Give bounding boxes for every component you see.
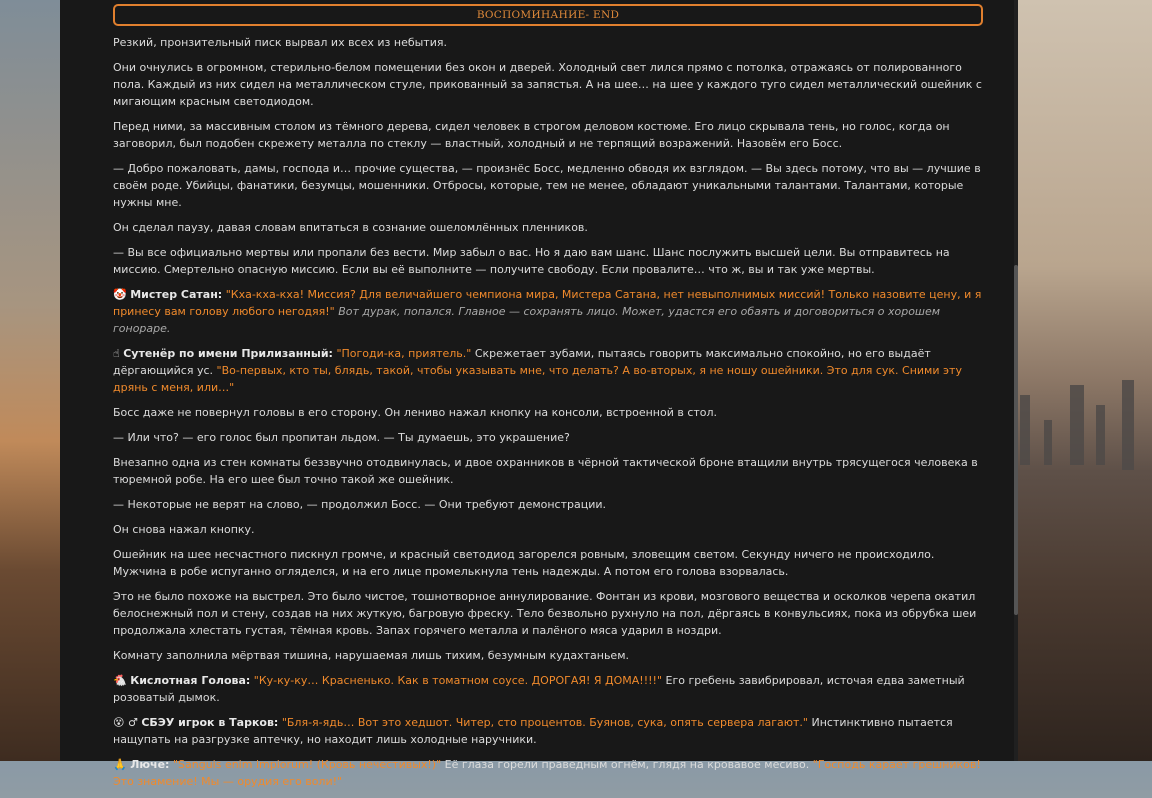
speech: "Ку-ку-ку… Красненько. Как в томатном соусе. ДОРОГАЯ! Я ДОМА!!!!"	[253, 674, 662, 687]
paragraph: — Или что? — его голос был пропитан льдом. — Ты думаешь, это украшение?	[113, 431, 570, 444]
speech: "Во-первых, кто ты, блядь, такой, чтобы указывать мне, что делать? А во-вторых, я не ношу ошейники. Это для сук. Сними эту дрянь с меня, или…"	[113, 364, 962, 394]
pointing-finger-icon: ☝	[113, 347, 120, 360]
speaker-name: Люче:	[130, 758, 170, 771]
background-left	[0, 0, 60, 761]
speech: "Sanguis enim impiorum! (Кровь нечестивых!)"	[172, 758, 442, 771]
background-spire	[1070, 385, 1084, 465]
paragraph: — Добро пожаловать, дамы, господа и… прочие существа, — произнёс Босс, медленно обводя их взглядом. — Вы здесь потому, что вы — лучшие в своём роде. Убийцы, фанатики, безумцы, мошенники. Отбросы, которые, тем не менее, обладают уникальными талантами. Талантами, которые нужны мне.	[113, 162, 981, 209]
action-text: Инстинктивно пытается нащупать на разгрузке аптечку, но находит лишь холодные наручники.	[113, 716, 953, 746]
action-text: Её глаза горели праведным огнём, глядя на кровавое месиво.	[444, 758, 810, 771]
dizzy-male-emoji-icon: 😵 ♂	[113, 716, 138, 729]
background-spire	[1020, 395, 1030, 465]
character-line-pimp	[113, 345, 983, 396]
background-spire	[1044, 420, 1052, 465]
scrollbar[interactable]	[1014, 0, 1018, 761]
paragraph: Ошейник на шее несчастного пискнул громче, и красный светодиод загорелся ровным, зловещим светом. Секунду ничего не происходило. Мужчина в робе испуганно огляделся, и на его лице промелькнула тень надежды. А потом его голова взорвалась.	[113, 548, 935, 578]
chicken-emoji-icon: 🐔	[113, 674, 127, 687]
paragraph: Босс даже не повернул головы в его сторону. Он лениво нажал кнопку на консоли, встроенной в стол.	[113, 406, 718, 419]
background-spire	[1096, 405, 1105, 465]
paragraph: Перед ними, за массивным столом из тёмного дерева, сидел человек в строгом деловом костюме. Его лицо скрывала тень, но голос, когда он заговорил, был подобен скрежету металла по стеклу — властный, холодный и не терпящий возражений. Назовём его Босс.	[113, 120, 950, 150]
paragraph: Комнату заполнила мёртвая тишина, нарушаемая лишь тихим, безумным кудахтаньем.	[113, 649, 629, 662]
action-text: Его гребень завибрировал, источая едва заметный розоватый дымок.	[113, 674, 965, 704]
speech: "Погоди-ка, приятель."	[336, 347, 472, 360]
speaker-name: Сутенёр по имени Прилизанный:	[123, 347, 333, 360]
background-right	[1018, 0, 1152, 761]
clown-emoji-icon: 🤡	[113, 288, 127, 301]
thought: Вот дурак, попался. Главное — сохранять лицо. Может, удастся его обаять и договориться о хорошем гонораре.	[113, 305, 941, 335]
background-spire	[1122, 380, 1134, 470]
speech: "Бля-я-ядь… Вот это хедшот. Читер, сто процентов. Буянов, сука, опять сервера лагают."	[281, 716, 808, 729]
memory-header	[113, 4, 983, 26]
memory-header-title: ВОСПОМИНАНИЕ- END	[476, 9, 620, 21]
paragraph: — Некоторые не верят на слово, — продолжил Босс. — Они требуют демонстрации.	[113, 498, 607, 511]
speech: "Кха-кха-кха! Миссия? Для величайшего чемпиона мира, Мистера Сатана, нет невыполнимых миссий! Только назовите цену, и я принесу вам голову любого негодяя!"	[113, 288, 982, 318]
character-line-acid-head	[113, 672, 983, 706]
action-text: Скрежетает зубами, пытаясь говорить максимально спокойно, но его выдаёт дёргающийся ус.	[113, 347, 931, 377]
paragraph: Резкий, пронзительный писк вырвал их всех из небытия.	[113, 36, 447, 49]
speaker-name: Мистер Сатан:	[130, 288, 223, 301]
scrollbar-thumb[interactable]	[1014, 265, 1018, 615]
speech: "Господь карает грешников! Это знамение! Мы — орудия его воли!"	[113, 758, 981, 788]
speaker-name: СБЭУ игрок в Тарков:	[141, 716, 279, 729]
character-line-satan	[113, 286, 983, 337]
character-line-luche	[113, 756, 983, 790]
praying-hands-icon: 🙏	[113, 758, 127, 771]
paragraph: Они очнулись в огромном, стерильно-белом помещении без окон и дверей. Холодный свет лился прямо с потолка, отражаясь от полированного пола. Каждый из них сидел на металлическом стуле, прикованный за запястья. А на шее… на шее у каждого туго сидел металлический ошейник с мигающим красным светодиодом.	[113, 61, 982, 108]
chat-message-panel	[60, 0, 1018, 788]
paragraph: Он снова нажал кнопку.	[113, 523, 255, 536]
paragraph: — Вы все официально мертвы или пропали без вести. Мир забыл о вас. Но я даю вам шанс. Шанс послужить высшей цели. Вы отправитесь на миссию. Смертельно опасную миссию. Если вы её выполните — получите свободу. Если провалите… что ж, вы и так уже мертвы.	[113, 246, 950, 276]
paragraph: Внезапно одна из стен комнаты беззвучно отодвинулась, и двое охранников в чёрной тактической броне втащили внутрь трясущегося человека в тюремной робе. На его шее был точно такой же ошейник.	[113, 456, 978, 486]
speaker-name: Кислотная Голова:	[130, 674, 251, 687]
paragraph: Он сделал паузу, давая словам впитаться в сознание ошеломлённых пленников.	[113, 221, 588, 234]
story-text	[113, 34, 983, 798]
paragraph: Это не было похоже на выстрел. Это было чистое, тошнотворное аннулирование. Фонтан из крови, мозгового вещества и осколков черепа окатил белоснежный пол и стену, создав на них жуткую, багровую фреску. Тело безвольно рухнуло на пол, дёргаясь в конвульсиях, пока из обрубка шеи продолжала хлестать густая, тёмная кровь. Запах горячего металла и палёного мяса ударил в ноздри.	[113, 590, 977, 637]
character-line-tarkov	[113, 714, 983, 748]
